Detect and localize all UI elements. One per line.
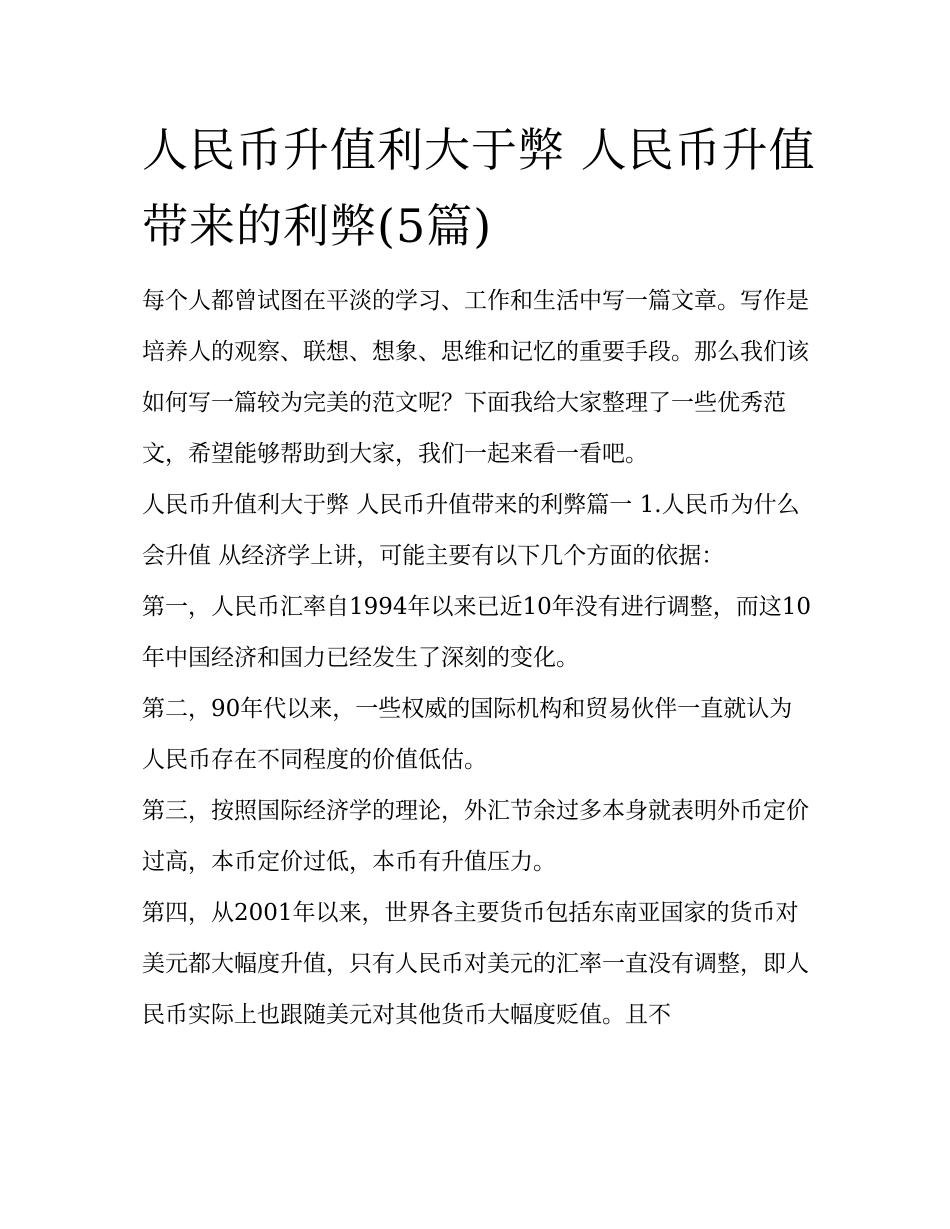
paragraph-point-four: 第四，从2001年以来，世界各主要货币包括东南亚国家的货币对美元都大幅度升值，只有人民币对美元的汇率一直没有调整，即人民币实际上也跟随美元对其他货币大幅度贬值。且不 xyxy=(142,900,809,1028)
document-title: 人民币升值利大于弊 人民币升值带来的利弊(5篇) xyxy=(142,123,816,253)
paragraph-intro: 每个人都曾试图在平淡的学习、工作和生活中写一篇文章。写作是培养人的观察、联想、想象、思维和记忆的重要手段。那么我们该如何写一篇较为完美的范文呢？下面我给大家整理了一些优秀范文，希望能够帮助到大家，我们一起来看一看吧。 xyxy=(142,288,809,467)
paragraph-point-three: 第三，按照国际经济学的理论，外汇节余过多本身就表明外币定价过高，本币定价过低，本币有升值压力。 xyxy=(142,798,809,875)
paragraph-point-two: 第二，90年代以来，一些权威的国际机构和贸易伙伴一直就认为人民币存在不同程度的价值低估。 xyxy=(142,696,793,773)
document-body xyxy=(142,276,814,1041)
paragraph-section-one: 人民币升值利大于弊 人民币升值带来的利弊篇一 1.人民币为什么会升值 从经济学上讲，可能主要有以下几个方面的依据： xyxy=(142,492,800,569)
paragraph-point-one: 第一，人民币汇率自1994年以来已近10年没有进行调整，而这10年中国经济和国力已经发生了深刻的变化。 xyxy=(142,594,812,671)
